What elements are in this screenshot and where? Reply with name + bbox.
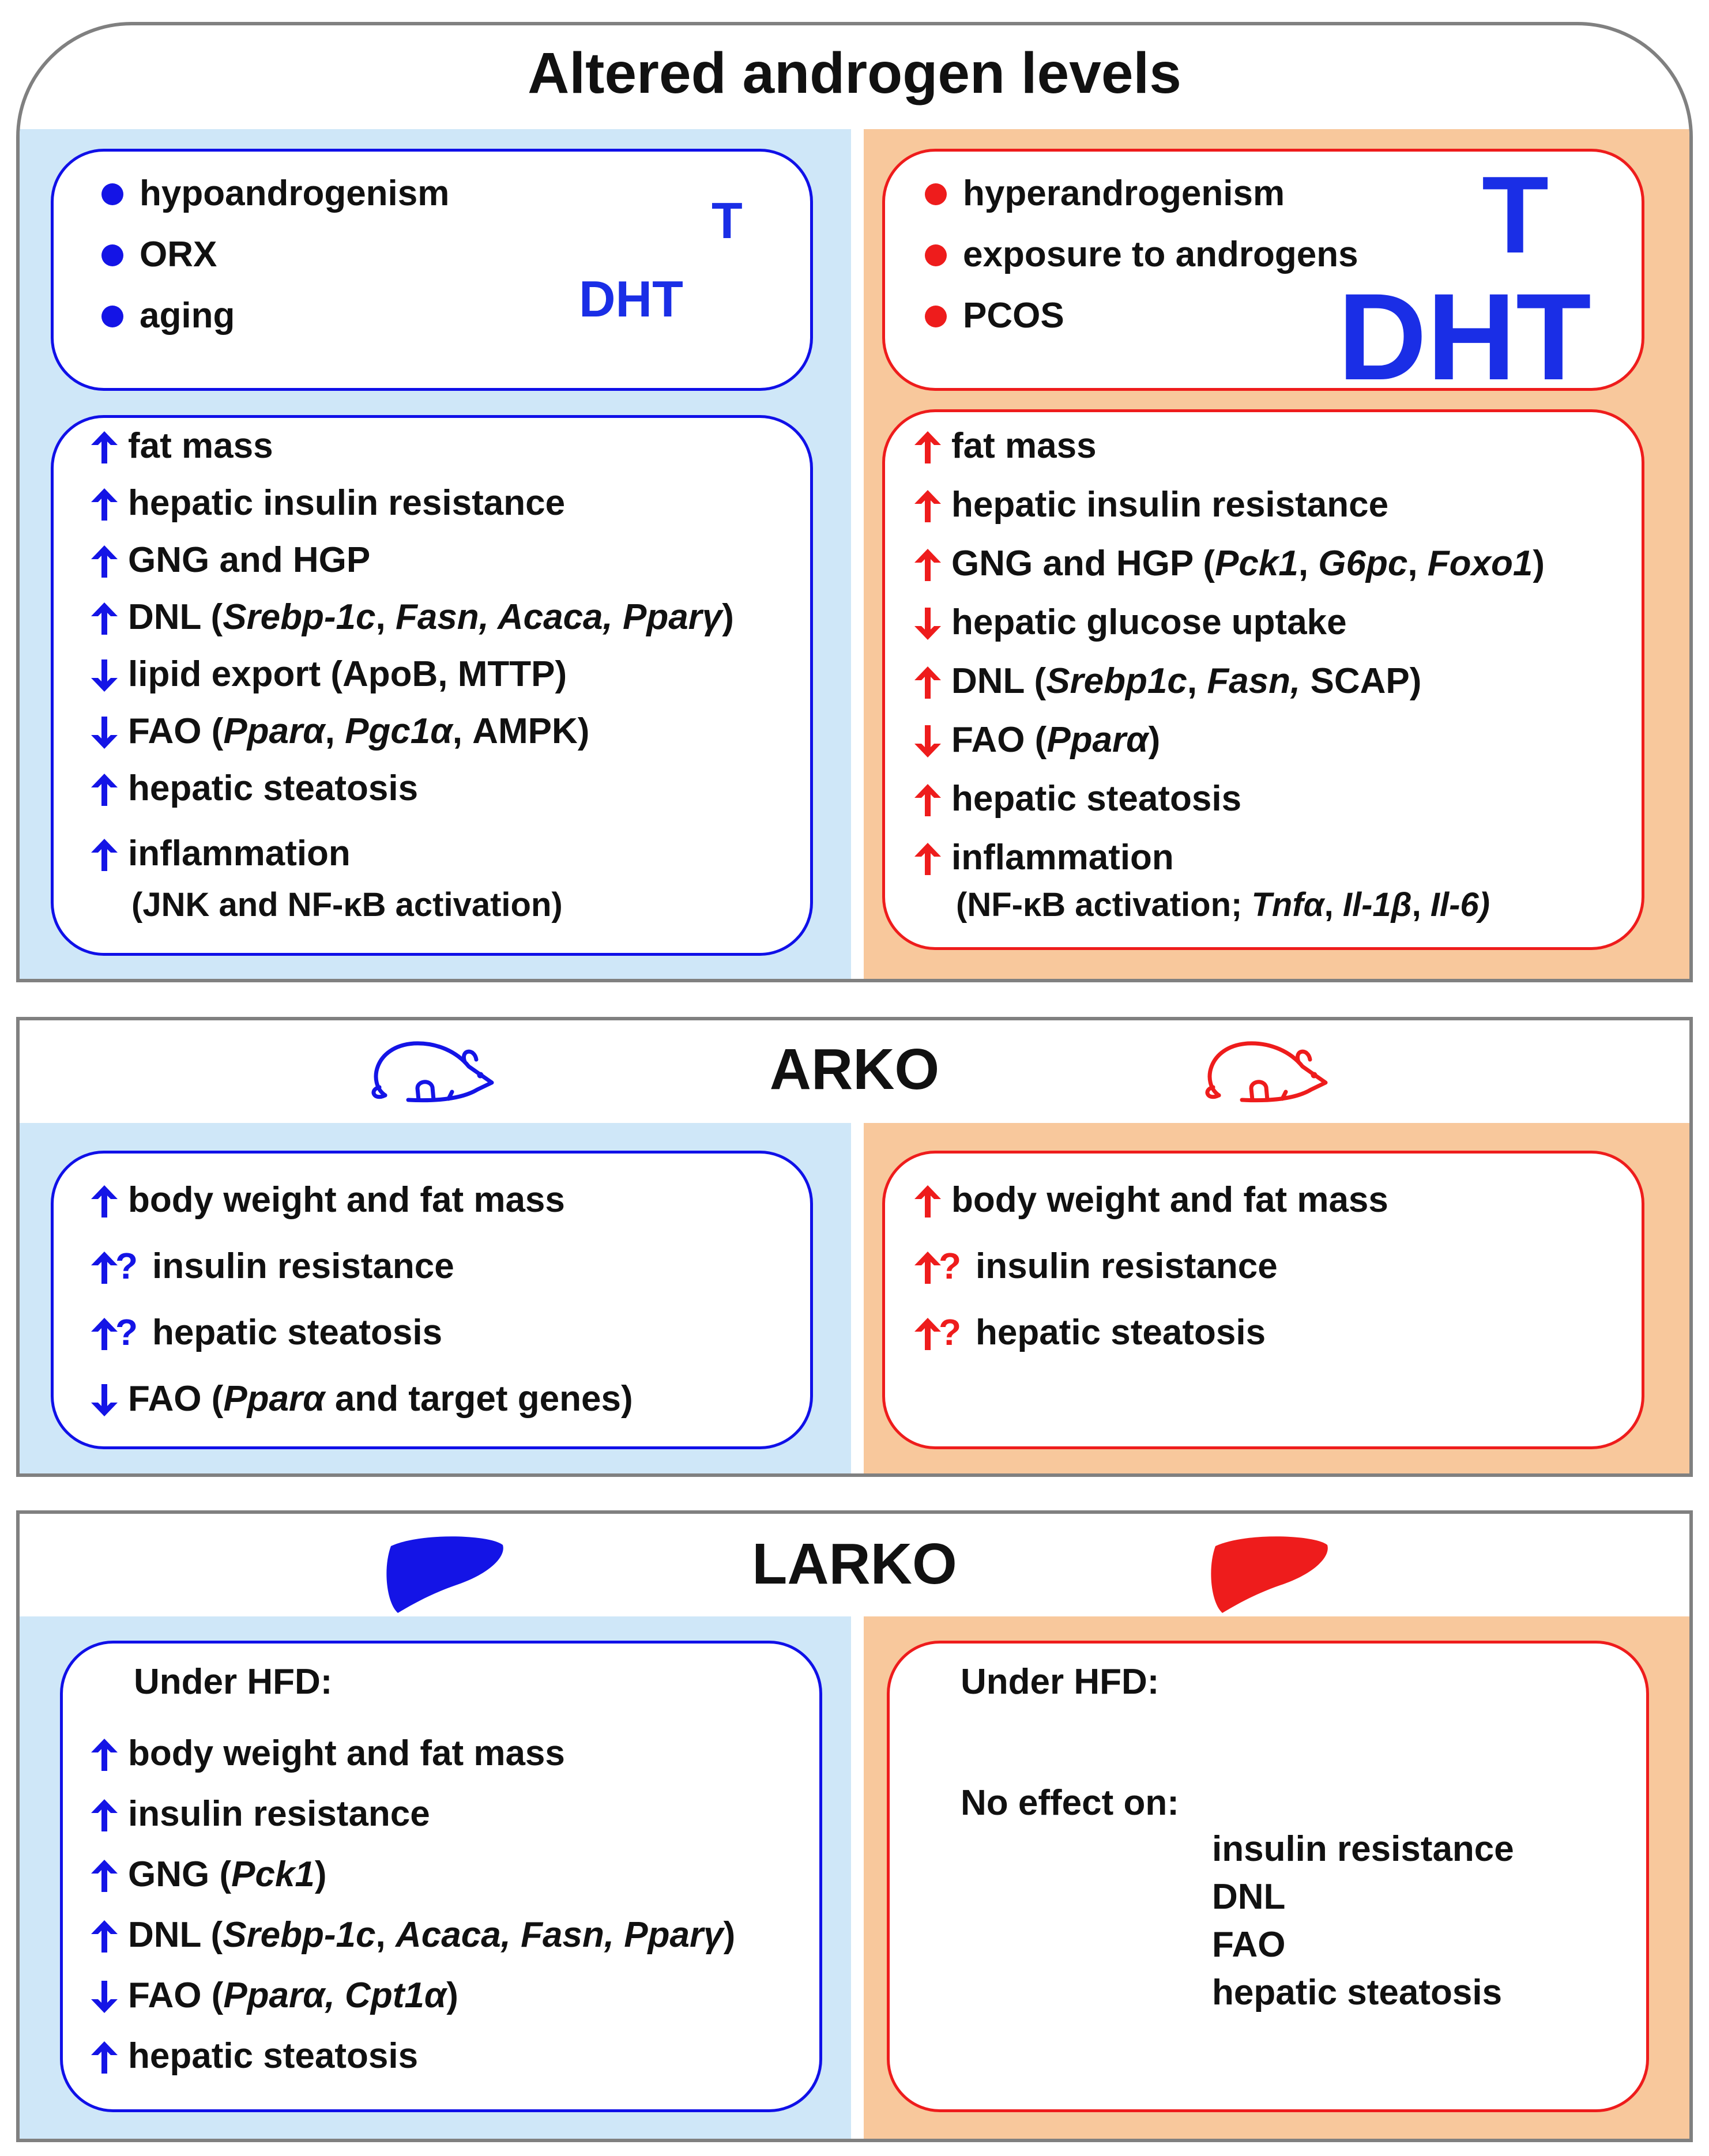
hyper-effect	[951, 602, 1347, 643]
hyper-inflammation-note	[956, 885, 1490, 924]
hypo-effect	[128, 833, 351, 874]
hypo-effect	[128, 768, 418, 809]
text-fragment: GNG (	[128, 1855, 232, 1894]
text-fragment: body weight and fat mass	[128, 1733, 565, 1773]
arrow-down-icon	[90, 1980, 119, 2014]
hyper-effect	[951, 719, 1160, 760]
arrow-up-icon	[90, 1184, 119, 1219]
text-fragment: body weight and fat mass	[128, 1180, 565, 1220]
text-fragment: FAO (	[128, 1379, 224, 1419]
larko-no-effect-item: hepatic steatosis	[1212, 1973, 1503, 2012]
hyper-condition: exposure to androgens	[963, 235, 1358, 274]
text-fragment: hepatic steatosis	[152, 1313, 443, 1352]
hypo-condition: aging	[140, 296, 235, 336]
arrow-up-icon	[90, 544, 119, 579]
text-fragment: )	[722, 597, 734, 637]
arrow-up-icon	[90, 1317, 119, 1351]
larko-title: LARKO	[752, 1532, 957, 1596]
hyper-condition: PCOS	[963, 296, 1064, 336]
text-fragment: , AMPK)	[452, 711, 590, 751]
bullet-dot-icon	[925, 244, 947, 266]
bullet-dot-icon	[925, 183, 947, 205]
arrow-up-icon	[90, 2040, 119, 2075]
text-fragment: insulin resistance	[152, 1246, 454, 1286]
arrow-up-icon	[90, 487, 119, 522]
arko-left-effect	[128, 1378, 633, 1419]
hypo-effect	[128, 425, 273, 466]
text-fragment: body weight and fat mass	[951, 1180, 1388, 1220]
arrow-down-icon	[913, 724, 942, 759]
hypo-condition: hypoandrogenism	[140, 174, 450, 213]
text-fragment: Foxo1	[1427, 544, 1533, 583]
larko-left-effect	[128, 1793, 430, 1834]
arko-right-effect	[951, 1179, 1388, 1220]
hyper-effect	[951, 837, 1174, 878]
hypo-inflammation-note: (JNK and NF-κB activation)	[131, 886, 563, 924]
text-fragment: GNG and HGP (	[951, 544, 1215, 583]
larko-left-effect	[128, 1914, 735, 1955]
arrow-up-icon	[913, 842, 942, 876]
hypo-hormone-t: T	[712, 192, 743, 249]
question-mark: ?	[939, 1245, 962, 1287]
arrow-up-icon	[90, 1859, 119, 1893]
text-fragment: FAO (	[128, 711, 224, 751]
hyper-hormone-dht: DHT	[1338, 268, 1591, 406]
arrow-up-icon	[90, 1737, 119, 1772]
hypo-effect	[128, 597, 734, 638]
text-fragment: Pck1	[231, 1855, 315, 1894]
text-fragment: hepatic insulin resistance	[951, 485, 1389, 525]
blue-mouse-icon	[362, 1032, 500, 1113]
larko-left-effect	[128, 1854, 327, 1895]
text-fragment: GNG and HGP	[128, 540, 371, 580]
text-fragment: Srebp-1c	[223, 1915, 376, 1955]
text-fragment: )	[723, 1915, 736, 1955]
arrow-up-icon	[90, 430, 119, 465]
hyper-hormone-t: T	[1482, 154, 1549, 276]
text-fragment: hepatic steatosis	[976, 1313, 1266, 1352]
larko-no-effect-item: FAO	[1212, 1925, 1286, 1965]
text-fragment: DNL (	[951, 661, 1047, 701]
arrow-up-icon	[90, 772, 119, 807]
arrow-up-icon	[90, 1919, 119, 1954]
larko-left-effect	[128, 2036, 418, 2076]
text-fragment: hepatic steatosis	[951, 779, 1242, 819]
bullet-dot-icon	[101, 244, 123, 266]
hypo-effect	[128, 483, 565, 523]
red-liver-icon	[1205, 1533, 1332, 1614]
hyper-effect	[951, 778, 1241, 819]
text-fragment: DNL (	[128, 597, 223, 637]
text-fragment: Pparα	[223, 711, 325, 751]
text-fragment: Fasn, Acaca, Pparγ	[395, 597, 722, 637]
text-fragment: Pgc1α	[345, 711, 453, 751]
larko-left-effect	[128, 1733, 565, 1774]
text-fragment: ,	[1411, 886, 1431, 924]
arrow-up-icon	[90, 1250, 119, 1285]
question-mark: ?	[115, 1311, 138, 1353]
text-fragment: )	[314, 1855, 327, 1894]
question-mark: ?	[939, 1311, 962, 1353]
text-fragment: hepatic steatosis	[128, 768, 419, 808]
text-fragment: Fasn,	[1207, 661, 1301, 701]
arrow-down-icon	[913, 606, 942, 641]
larko-left-heading: Under HFD:	[134, 1662, 333, 1702]
text-fragment: lipid export (ApoB, MTTP)	[128, 654, 567, 694]
text-fragment: Il-1β	[1342, 886, 1412, 924]
text-fragment: Il-6)	[1430, 886, 1490, 924]
red-mouse-icon	[1196, 1032, 1334, 1113]
hyper-effect	[951, 425, 1097, 466]
text-fragment: insulin resistance	[128, 1794, 430, 1834]
text-fragment: ,	[375, 1915, 396, 1955]
arrow-up-icon	[913, 1184, 942, 1219]
larko-left-effect	[128, 1975, 458, 2016]
bullet-dot-icon	[101, 306, 123, 327]
arrow-up-icon	[913, 665, 942, 700]
text-fragment: SCAP)	[1300, 661, 1422, 701]
arko-left-effect	[152, 1312, 442, 1353]
text-fragment: )	[1533, 544, 1545, 583]
arrow-up-icon	[913, 430, 942, 465]
hyper-effect	[951, 484, 1388, 525]
text-fragment: Pck1	[1215, 544, 1298, 583]
hypo-condition: ORX	[140, 235, 217, 274]
larko-right-heading: Under HFD:	[961, 1662, 1160, 1702]
text-fragment: ,	[325, 711, 345, 751]
arrow-up-icon	[913, 1250, 942, 1285]
bullet-dot-icon	[101, 183, 123, 205]
arrow-down-icon	[90, 658, 119, 693]
text-fragment: ,	[1298, 544, 1319, 583]
hypo-effect	[128, 711, 589, 752]
hypo-effect	[128, 540, 370, 581]
text-fragment: and target genes)	[325, 1379, 633, 1419]
bullet-dot-icon	[925, 306, 947, 327]
text-fragment: hepatic insulin resistance	[128, 483, 566, 523]
text-fragment: hepatic glucose uptake	[951, 602, 1347, 642]
arrow-down-icon	[90, 1383, 119, 1418]
text-fragment: ,	[1407, 544, 1428, 583]
arrow-up-icon	[913, 1317, 942, 1351]
text-fragment: ,	[1324, 886, 1343, 924]
hyper-condition: hyperandrogenism	[963, 174, 1285, 213]
arrow-up-icon	[90, 601, 119, 636]
text-fragment: ,	[1187, 661, 1207, 701]
text-fragment: FAO (	[951, 720, 1047, 760]
arko-title: ARKO	[769, 1037, 940, 1102]
top-title: Altered androgen levels	[528, 41, 1181, 105]
text-fragment: Pparα	[1047, 720, 1149, 760]
arrow-up-icon	[913, 783, 942, 817]
arrow-down-icon	[90, 715, 119, 750]
text-fragment: fat mass	[128, 426, 273, 466]
larko-no-effect-item: DNL	[1212, 1877, 1286, 1917]
blue-liver-icon	[381, 1533, 507, 1614]
text-fragment: )	[446, 1976, 458, 2015]
arko-left-effect	[128, 1179, 565, 1220]
arko-right-effect	[976, 1246, 1278, 1287]
text-fragment: fat mass	[951, 426, 1097, 466]
text-fragment: Acaca, Fasn, Pparγ	[395, 1915, 724, 1955]
text-fragment: inflammation	[128, 834, 351, 873]
question-mark: ?	[115, 1245, 138, 1287]
arko-left-effect	[152, 1246, 454, 1287]
text-fragment: insulin resistance	[976, 1246, 1278, 1286]
text-fragment: hepatic steatosis	[128, 2036, 419, 2076]
arko-right-effect	[976, 1312, 1266, 1353]
text-fragment: FAO (	[128, 1976, 224, 2015]
text-fragment: DNL (	[128, 1915, 223, 1955]
larko-no-effect-label: No effect on:	[961, 1783, 1179, 1823]
arrow-up-icon	[913, 489, 942, 523]
larko-no-effect-item: insulin resistance	[1212, 1829, 1514, 1869]
text-fragment: Pparα	[223, 1379, 325, 1419]
text-fragment: inflammation	[951, 838, 1174, 877]
hyper-effect	[951, 661, 1421, 702]
hyper-effect	[951, 543, 1545, 584]
arrow-up-icon	[90, 838, 119, 872]
hypo-effect	[128, 654, 567, 695]
text-fragment: Pparα, Cpt1α	[223, 1976, 447, 2015]
text-fragment: (NF-κB activation;	[956, 886, 1252, 924]
text-fragment: )	[1148, 720, 1161, 760]
arrow-up-icon	[90, 1798, 119, 1833]
text-fragment: Srebp1c	[1046, 661, 1187, 701]
text-fragment: G6pc	[1318, 544, 1408, 583]
text-fragment: ,	[375, 597, 396, 637]
hypo-hormone-dht: DHT	[579, 270, 683, 327]
text-fragment: Tnfα	[1251, 886, 1324, 924]
text-fragment: Srebp-1c	[223, 597, 376, 637]
arrow-up-icon	[913, 548, 942, 582]
